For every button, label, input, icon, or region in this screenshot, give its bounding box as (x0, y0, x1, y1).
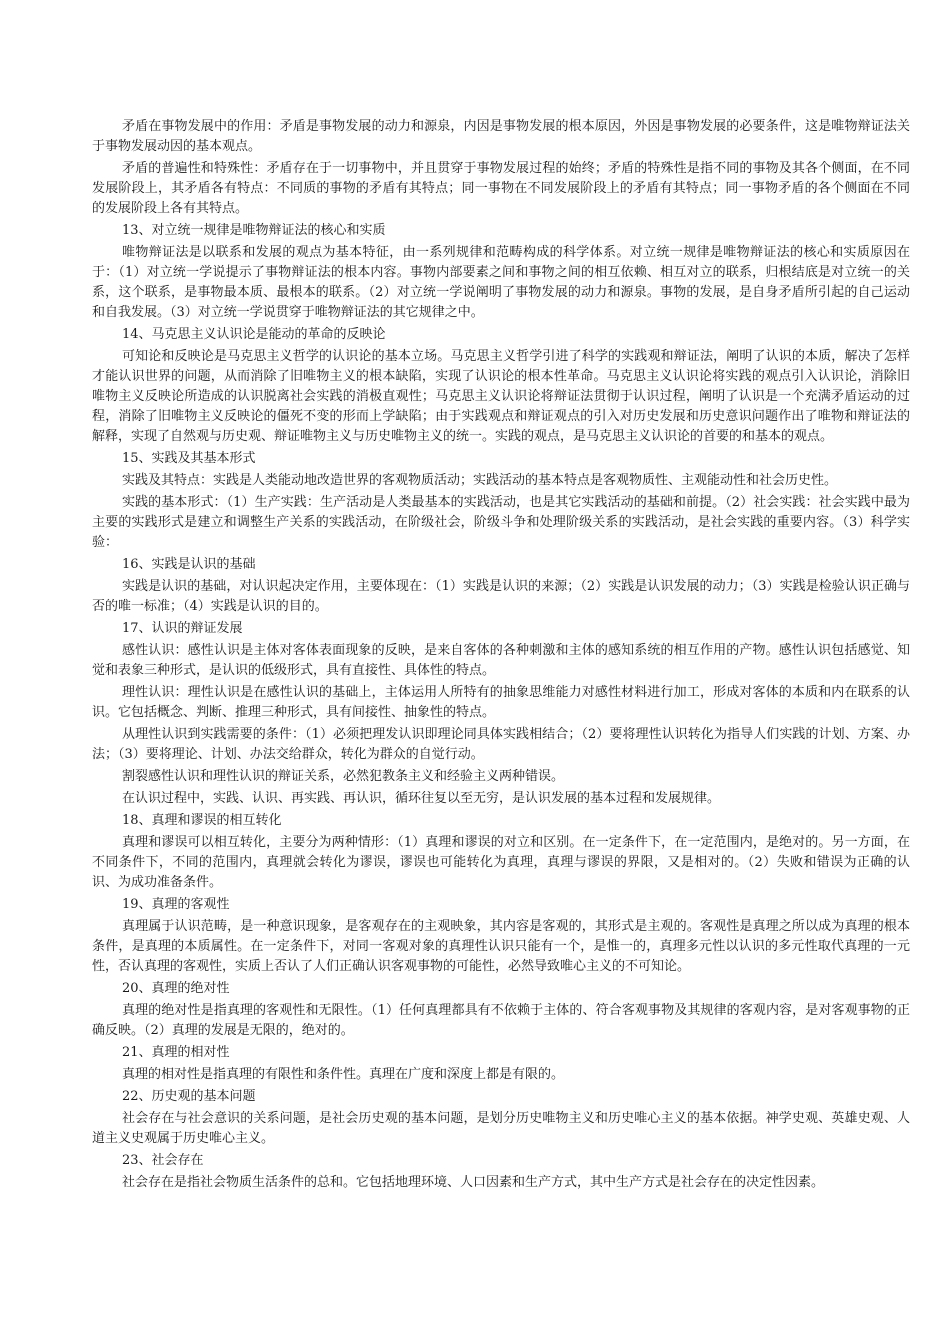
paragraph: 实践是认识的基础，对认识起决定作用，主要体现在：（1）实践是认识的来源；（2）实践是认识发展的动力；（3）实践是检验认识正确与否的唯一标准；（4）实践是认识的目的。 (92, 579, 910, 614)
section-heading: 21、真理的相对性 (122, 1045, 230, 1060)
paragraph: 实践的基本形式：（1）生产实践：生产活动是人类最基本的实践活动，也是其它实践活动的基础和前提。（2）社会实践：社会实践中最为主要的实践形式是建立和调整生产关系的实践活动，在阶级社会，阶级斗争和处理阶级关系的实践活动，是社会实践的重要内容。（3）科学实验： (92, 495, 910, 550)
section-heading: 19、真理的客观性 (122, 897, 230, 912)
paragraph: 从理性认识到实践需要的条件：（1）必须把理发认识即理论同具体实践相结合；（2）要将理性认识转化为指导人们实践的计划、方案、办法；（3）要将理论、计划、办法交给群众，转化为群众的自觉行动。 (92, 727, 910, 762)
paragraph: 社会存在与社会意识的关系问题，是社会历史观的基本问题，是划分历史唯物主义和历史唯心主义的基本依据。神学史观、英雄史观、人道主义史观属于历史唯心主义。 (92, 1111, 910, 1146)
paragraph: 矛盾在事物发展中的作用：矛盾是事物发展的动力和源泉，内因是事物发展的根本原因，外因是事物发展的必要条件，这是唯物辩证法关于事物发展动因的基本观点。 (92, 119, 910, 154)
paragraph: 矛盾的普遍性和特殊性：矛盾存在于一切事物中，并且贯穿于事物发展过程的始终；矛盾的特殊性是指不同的事物及其各个侧面，在不同发展阶段上，其矛盾各有特点：不同质的事物的矛盾有其特点；同一事物在不同发展阶段上的矛盾有其特点；同一事物矛盾的各个侧面在不同的发展阶段上各有其特点。 (92, 161, 910, 216)
paragraph: 真理的相对性是指真理的有限性和条件性。真理在广度和深度上都是有限的。 (122, 1067, 565, 1082)
paragraph: 真理和谬误可以相互转化，主要分为两种情形：（1）真理和谬误的对立和区别。在一定条件下，在一定范围内，是绝对的。另一方面，在不同条件下，不同的范围内，真理就会转化为谬误，谬误也可能转化为真理，真理与谬误的界限，又是相对的。（2）失败和错误为正确的认识、为成功准备条件。 (92, 835, 910, 890)
section-heading: 20、真理的绝对性 (122, 981, 230, 996)
section-heading: 17、认识的辩证发展 (122, 621, 243, 636)
paragraph: 割裂感性认识和理性认识的辩证关系，必然犯教条主义和经验主义两种错误。 (122, 769, 565, 784)
section-heading: 14、马克思主义认识论是能动的革命的反映论 (122, 327, 386, 342)
paragraph: 感性认识：感性认识是主体对客体表面现象的反映，是来自客体的各种刺激和主体的感知系统的相互作用的产物。感性认识包括感觉、知觉和表象三种形式，是认识的低级形式，具有直接性、具体性的特点。 (92, 643, 910, 678)
paragraph: 唯物辩证法是以联系和发展的观点为基本特征，由一系列规律和范畴构成的科学体系。对立统一规律是唯物辩证法的核心和实质原因在于：（1）对立统一学说提示了事物辩证法的根本内容。事物内部要素之间和事物之间的相互依赖、相互对立的联系，归根结底是对立统一的关系，这个联系，是事物最本质、最根本的联系。（2）对立统一学说阐明了事物发展的动力和源泉。事物的发展，是自身矛盾所引起的自己运动和自我发展。（3）对立统一学说贯穿于唯物辩证法的其它规律之中。 (92, 245, 910, 320)
paragraph: 真理属于认识范畴，是一种意识现象，是客观存在的主观映象，其内容是客观的，其形式是主观的。客观性是真理之所以成为真理的根本条件，是真理的本质属性。在一定条件下，对同一客观对象的真理性认识只能有一个，是惟一的，真理多元性以认识的多元性取代真理的一元性，否认真理的客观性，实质上否认了人们正确认识客观事物的可能性，必然导致唯心主义的不可知论。 (92, 919, 910, 974)
section-heading: 18、真理和谬误的相互转化 (122, 813, 282, 828)
paragraph: 理性认识：理性认识是在感性认识的基础上，主体运用人所特有的抽象思维能力对感性材料进行加工，形成对客体的本质和内在联系的认识。它包括概念、判断、推理三种形式，具有间接性、抽象性的特点。 (92, 685, 910, 720)
section-heading: 16、实践是认识的基础 (122, 557, 256, 572)
section-heading: 15、实践及其基本形式 (122, 451, 256, 466)
paragraph: 可知论和反映论是马克思主义哲学的认识论的基本立场。马克思主义哲学引进了科学的实践观和辩证法，阐明了认识的本质，解决了怎样才能认识世界的问题，从而消除了旧唯物主义的根本缺陷，实现了认识论的根本性革命。马克思主义认识论将实践的观点引入认识论，消除旧唯物主义反映论所造成的认识脱离社会实践的消极直观性；马克思主义认识论将辩证法贯彻于认识过程，阐明了认识是一个充满矛盾运动的过程，消除了旧唯物主义反映论的僵死不变的形而上学缺陷；由于实践观点和辩证观点的引入对历史发展和历史意识问题作出了唯物和辩证法的解释，实现了自然观与历史观、辩证唯物主义与历史唯物主义的统一。实践的观点，是马克思主义认识论的首要的和基本的观点。 (92, 349, 910, 444)
section-heading: 13、对立统一规律是唯物辩证法的核心和实质 (122, 223, 386, 238)
paragraph: 真理的绝对性是指真理的客观性和无限性。（1）任何真理都具有不依赖于主体的、符合客观事物及其规律的客观内容，是对客观事物的正确反映。（2）真理的发展是无限的，绝对的。 (92, 1003, 910, 1038)
paragraph: 实践及其特点：实践是人类能动地改造世界的客观物质活动；实践活动的基本特点是客观物质性、主观能动性和社会历史性。 (122, 473, 838, 488)
paragraph: 社会存在是指社会物质生活条件的总和。它包括地理环境、人口因素和生产方式，其中生产方式是社会存在的决定性因素。 (122, 1175, 825, 1190)
section-heading: 23、社会存在 (122, 1153, 204, 1168)
section-heading: 22、历史观的基本问题 (122, 1089, 256, 1104)
paragraph: 在认识过程中，实践、认识、再实践、再认识，循环往复以至无穷，是认识发展的基本过程和发展规律。 (122, 791, 721, 806)
